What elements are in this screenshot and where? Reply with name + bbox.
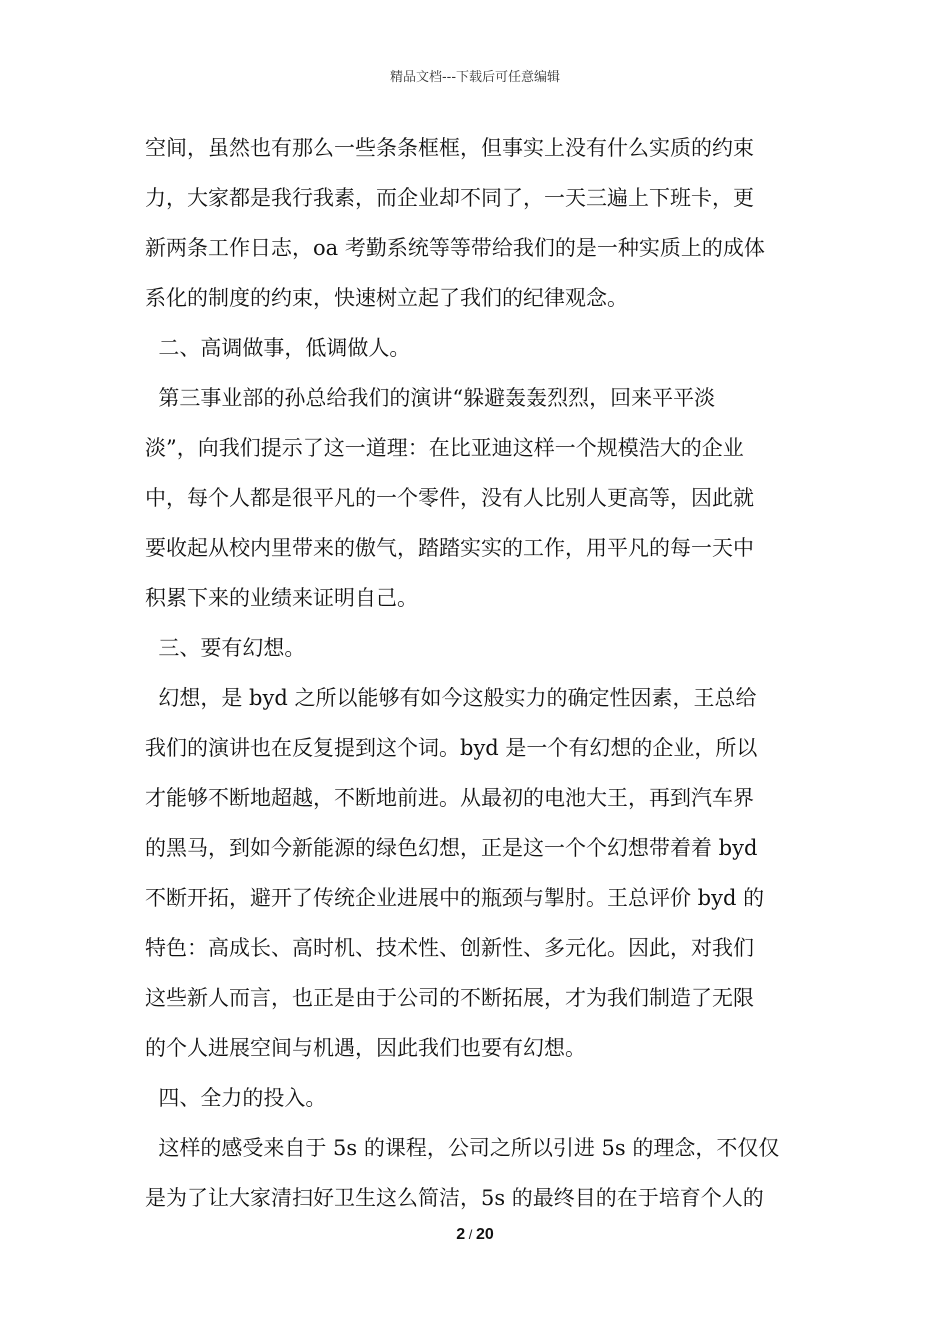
body-line: 这些新人而言，也正是由于公司的不断拓展，才为我们制造了无限 xyxy=(145,986,754,1010)
body-line: 力，大家都是我行我素，而企业却不同了，一天三遍上下班卡，更 xyxy=(145,186,754,210)
body-line: 幻想，是 byd 之所以能够有如今这般实力的确定性因素，王总给 xyxy=(145,686,757,710)
page-separator: / xyxy=(465,1227,476,1242)
section-heading: 三、要有幻想。 xyxy=(145,636,306,660)
body-line: 是为了让大家清扫好卫生这么简洁，5s 的最终目的在于培育个人的 xyxy=(145,1186,764,1210)
body-line: 要收起从校内里带来的傲气，踏踏实实的工作，用平凡的每一天中 xyxy=(145,536,754,560)
body-line: 空间，虽然也有那么一些条条框框，但事实上没有什么实质的约束 xyxy=(145,136,754,160)
body-line: 系化的制度的约束，快速树立起了我们的纪律观念。 xyxy=(145,286,628,310)
body-line: 的黑马，到如今新能源的绿色幻想，正是这一个个幻想带着着 byd xyxy=(145,836,758,860)
body-line: 特色：高成长、高时机、技术性、创新性、多元化。因此，对我们 xyxy=(145,936,754,960)
body-line: 不断开拓，避开了传统企业进展中的瓶颈与掣肘。王总评价 byd 的 xyxy=(145,886,765,910)
page-current: 2 xyxy=(456,1226,466,1243)
body-line: 这样的感受来自于 5s 的课程，公司之所以引进 5s 的理念，不仅仅 xyxy=(145,1136,780,1160)
body-line: 淡”，向我们提示了这一道理：在比亚迪这样一个规模浩大的企业 xyxy=(145,436,744,460)
page-header: 精品文档---下载后可任意编辑 xyxy=(389,70,561,85)
body-line: 的个人进展空间与机遇，因此我们也要有幻想。 xyxy=(145,1036,586,1060)
body-line: 积累下来的业绩来证明自己。 xyxy=(145,586,418,610)
body-line: 新两条工作日志，oa 考勤系统等等带给我们的是一种实质上的成体 xyxy=(145,236,765,260)
body-line: 我们的演讲也在反复提到这个词。byd 是一个有幻想的企业，所以 xyxy=(145,736,758,760)
section-heading: 二、高调做事，低调做人。 xyxy=(145,336,411,360)
section-heading: 四、全力的投入。 xyxy=(145,1086,327,1110)
body-line: 才能够不断地超越，不断地前进。从最初的电池大王，再到汽车界 xyxy=(145,786,754,810)
body-line: 第三事业部的孙总给我们的演讲“躲避轰轰烈烈，回来平平淡 xyxy=(145,386,716,410)
page-number xyxy=(0,1226,950,1244)
page-total: 20 xyxy=(475,1226,494,1243)
body-line: 中，每个人都是很平凡的一个零件，没有人比别人更高等，因此就 xyxy=(145,486,754,510)
